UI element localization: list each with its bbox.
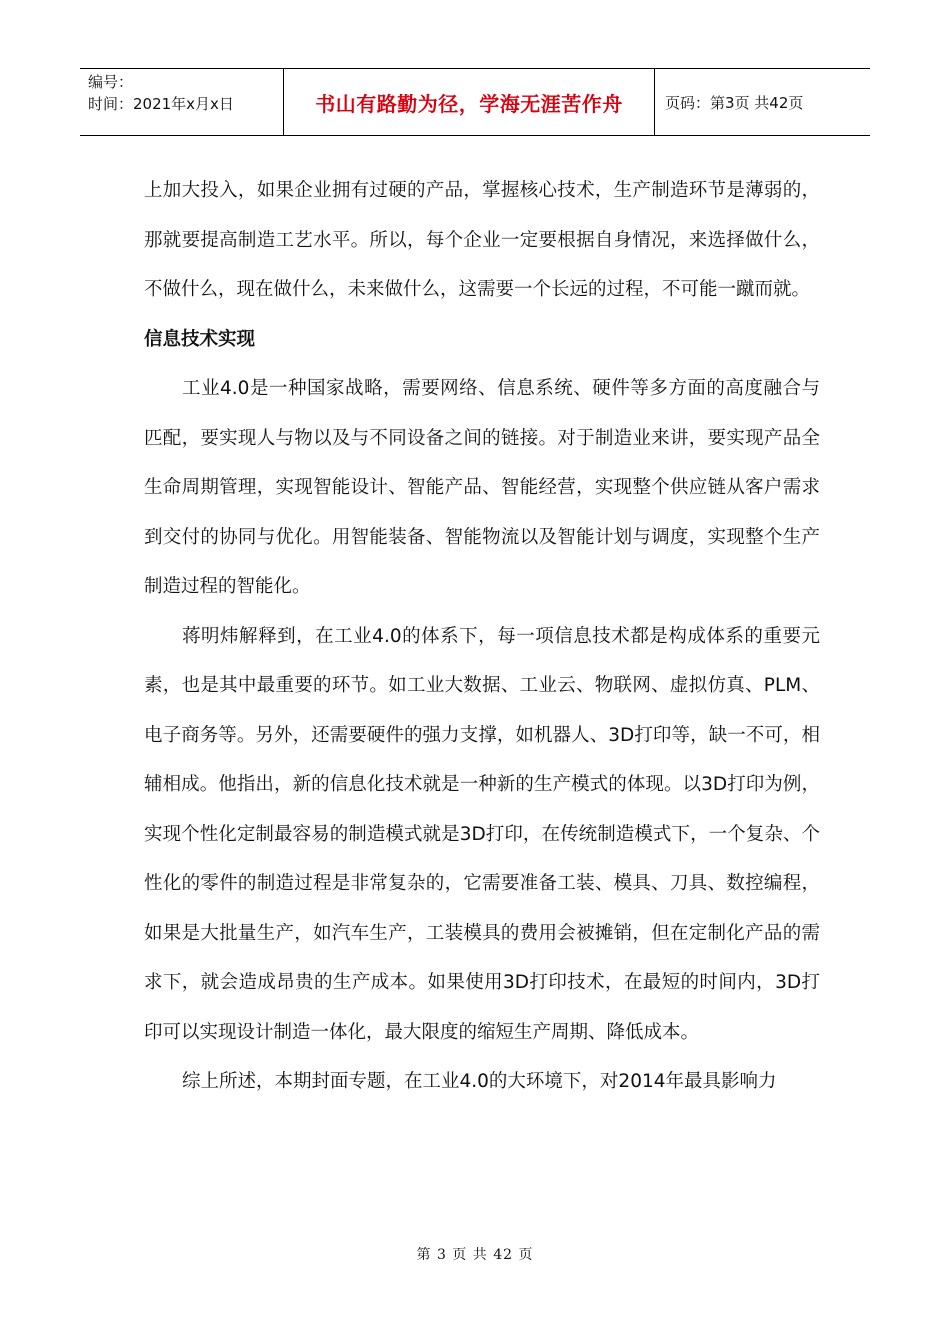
body-paragraph: 上加大投入，如果企业拥有过硬的产品，掌握核心技术，生产制造环节是薄弱的，那就要提高制造工艺水平。所以，每个企业一定要根据自身情况，来选择做什么，不做什么，现在做什么，未来做什么，这需要一个长远的过程，不可能一蹴而就。 <box>144 180 820 300</box>
page-header <box>80 68 870 136</box>
section-heading: 信息技术实现 <box>144 328 256 350</box>
header-meta <box>80 69 283 135</box>
header-motto: 书山有路勤为径，学海无涯苦作舟 <box>283 69 655 135</box>
body-paragraph: 蒋明炜解释到，在工业4.0的体系下，每一项信息技术都是构成体系的重要元素，也是其中最重要的环节。如工业大数据、工业云、物联网、虚拟仿真、PLM、电子商务等。另外，还需要硬件的强力支撑，如机器人、3D打印等，缺一不可，相辅相成。他指出，新的信息化技术就是一种新的生产模式的体现。以3D打印为例，实现个性化定制最容易的制造模式就是3D打印，在传统制造模式下，一个复杂、个性化的零件的制造过程是非常复杂的，它需要准备工装、模具、刀具、数控编程，如果是大批量生产，如汽车生产，工装模具的费用会被摊销，但在定制化产品的需求下，就会造成昂贵的生产成本。如果使用3D打印技术，在最短的时间内，3D打印可以实现设计制造一体化，最大限度的缩短生产周期、降低成本。 <box>144 625 820 1043</box>
body-paragraph: 工业4.0是一种国家战略，需要网络、信息系统、硬件等多方面的高度融合与匹配，要实现人与物以及与不同设备之间的链接。对于制造业来讲，要实现产品全生命周期管理，实现智能设计、智能产品、智能经营，实现整个供应链从客户需求到交付的协同与优化。用智能装备、智能物流以及智能计划与调度，实现整个生产制造过程的智能化。 <box>144 378 820 597</box>
page-footer: 第 3 页 共 42 页 <box>416 1247 534 1263</box>
document-number-label: 编号： <box>88 73 134 91</box>
body-paragraph: 综上所述，本期封面专题，在工业4.0的大环境下，对2014年最具影响力 <box>182 1071 777 1092</box>
document-body <box>144 166 820 1107</box>
document-date-label: 时间：2021年x月x日 <box>88 95 234 113</box>
header-page-indicator: 页码：第3页 共42页 <box>665 93 804 112</box>
